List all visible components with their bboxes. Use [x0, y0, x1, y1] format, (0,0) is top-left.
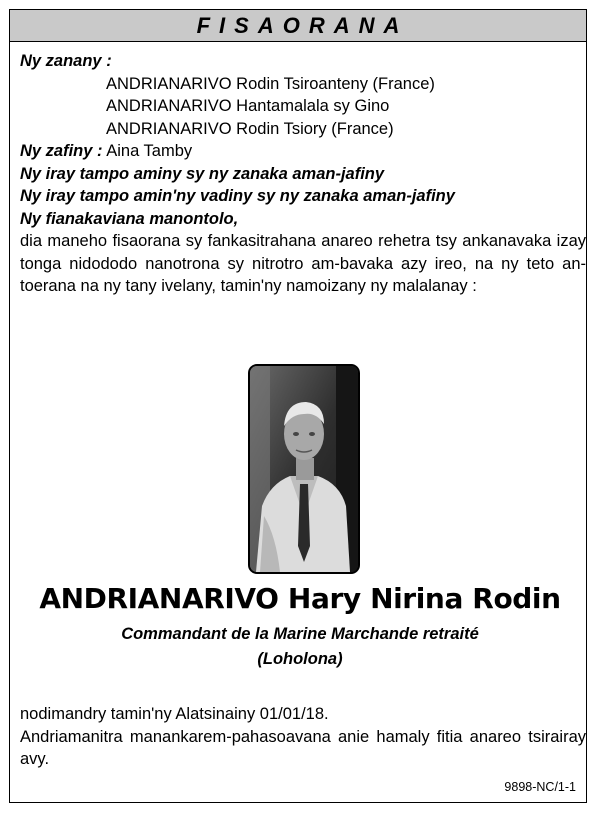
zanany-item: ANDRIANARIVO Rodin Tsiroanteny (France) — [106, 74, 435, 93]
closing-block — [20, 703, 586, 771]
zafiny-label: Ny zafiny : — [20, 142, 103, 160]
zafiny-line — [20, 140, 586, 163]
notice-header — [9, 9, 587, 42]
zanany-item: ANDRIANARIVO Rodin Tsiory (France) — [106, 119, 394, 138]
reference-code: 9898-NC/1-1 — [504, 780, 576, 794]
zanany-item: ANDRIANARIVO Hantamalala sy Gino — [106, 97, 390, 115]
deceased-nickname: (Loholona) — [257, 650, 343, 668]
zafiny-value: Aina Tamby — [106, 142, 193, 160]
closing-paragraph: Andriamanitra manankarem-pahasoavana anie hamaly fitia anareo tsirairay avy. — [20, 727, 586, 768]
deceased-name: ANDRIANARIVO Hary Nirina Rodin — [39, 582, 561, 615]
deceased-title: Commandant de la Marine Marchande retraité — [121, 625, 479, 643]
notice-body — [20, 50, 586, 298]
death-line: nodimandry tamin'ny Alatsinainy 01/01/18. — [20, 705, 329, 723]
portrait-photo-icon — [248, 364, 360, 574]
notice-title: FISAORANA — [196, 12, 409, 38]
family-line: Ny iray tampo aminy sy ny zanaka aman-jafiny — [20, 164, 385, 183]
family-line: Ny iray tampo amin'ny vadiny sy ny zanaka aman-jafiny — [20, 187, 455, 205]
family-line: Ny fianakaviana manontolo, — [20, 209, 239, 228]
zanany-label: Ny zanany : — [20, 52, 112, 70]
thanks-paragraph: dia maneho fisaorana sy fankasitrahana anareo rehetra tsy ankanavaka izay tonga nidododo nanotrona sy nitrotro am-bavaka azy ireo, na ny teto an-toerana na ny tany ivelany, tamin'ny namoizany ny malalanay : — [20, 232, 586, 295]
